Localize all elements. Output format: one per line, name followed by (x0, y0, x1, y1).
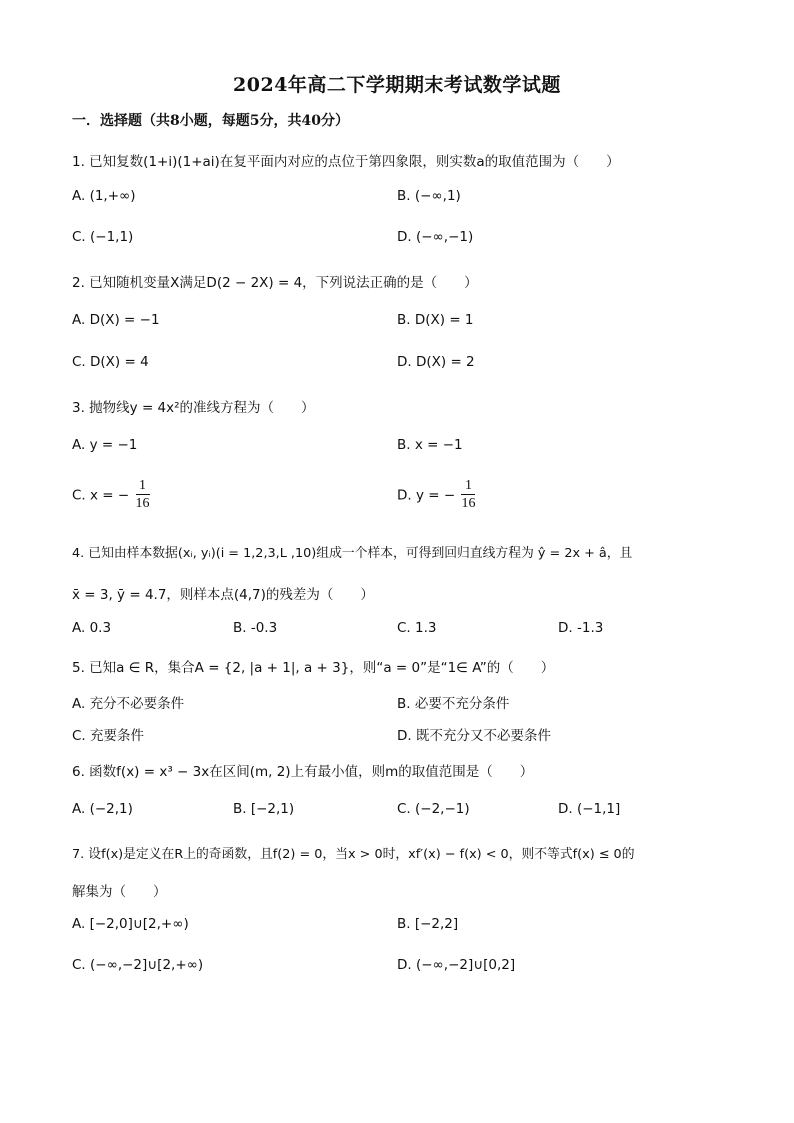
question-6-option-c: C. (−2,−1) (397, 801, 470, 817)
question-6-stem: 6. 函数f(x) = x³ − 3x在区间(m, 2)上有最小值，则m的取值范围是（ ） (72, 764, 534, 780)
question-2-option-c: C. D(X) = 4 (72, 354, 149, 370)
question-5-option-a: A. 充分不必要条件 (72, 696, 185, 712)
question-3-option-d-prefix: D. y = − (397, 487, 456, 504)
fraction-numerator: 1 (136, 478, 150, 495)
question-4-option-c: C. 1.3 (397, 620, 437, 636)
question-4-option-b: B. -0.3 (233, 620, 278, 636)
question-7-stem: 7. 设f(x)是定义在R上的奇函数，且f(2) = 0，当x > 0时，xf′(x) − f(x) < 0，则不等式f(x) ≤ 0的 (72, 847, 635, 862)
question-3-option-b: B. x = −1 (397, 437, 463, 453)
question-2-stem: 2. 已知随机变量X满足D(2 − 2X) = 4，下列说法正确的是（ ） (72, 275, 478, 291)
question-3-option-a: A. y = −1 (72, 437, 138, 453)
question-2-option-a: A. D(X) = −1 (72, 312, 160, 328)
fraction-numerator: 1 (461, 478, 475, 495)
question-1-option-a: A. (1,+∞) (72, 188, 136, 204)
question-1-option-d: D. (−∞,−1) (397, 229, 474, 245)
question-5-option-c: C. 充要条件 (72, 728, 145, 744)
question-7-option-c: C. (−∞,−2]∪[2,+∞) (72, 957, 204, 973)
question-1-option-c: C. (−1,1) (72, 229, 134, 245)
question-5-stem: 5. 已知a ∈ R，集合A = {2, |a + 1|, a + 3}，则“a = 0”是“1∈ A”的（ ） (72, 660, 555, 676)
question-3-option-c (72, 478, 150, 513)
fraction (461, 478, 475, 513)
question-6-option-a: A. (−2,1) (72, 801, 133, 817)
question-3-option-c-prefix: C. x = − (72, 487, 130, 504)
question-1-option-b: B. (−∞,1) (397, 188, 461, 204)
question-4-option-a: A. 0.3 (72, 620, 112, 636)
question-7-stem-line-2: 解集为（ ） (72, 884, 167, 900)
fraction-denominator: 16 (135, 496, 150, 511)
question-6-option-d: D. (−1,1] (558, 801, 621, 817)
question-2-option-d: D. D(X) = 2 (397, 354, 475, 370)
question-5-option-b: B. 必要不充分条件 (397, 696, 510, 712)
question-4-stem-line-2: x̄ = 3, ȳ = 4.7，则样本点(4,7)的残差为（ ） (72, 587, 374, 603)
question-4-option-d: D. -1.3 (558, 620, 604, 636)
question-5-option-d: D. 既不充分又不必要条件 (397, 728, 551, 744)
page-title: 2024年高二下学期期末考试数学试题 (233, 74, 561, 96)
section-heading: 一．选择题（共8小题，每题5分，共40分） (72, 113, 349, 129)
fraction-denominator: 16 (461, 496, 476, 511)
fraction (136, 478, 150, 513)
question-3-stem: 3. 抛物线y = 4x²的准线方程为（ ） (72, 400, 315, 416)
question-2-option-b: B. D(X) = 1 (397, 312, 474, 328)
question-7-option-b: B. [−2,2] (397, 916, 459, 932)
question-4-stem: 4. 已知由样本数据(xᵢ, yᵢ)(i = 1,2,3,L ,10)组成一个样本，可得到回归直线方程为 ŷ = 2x + â，且 (72, 546, 633, 561)
question-7-option-d: D. (−∞,−2]∪[0,2] (397, 957, 516, 973)
question-7-option-a: A. [−2,0]∪[2,+∞) (72, 916, 189, 932)
question-1-stem: 1. 已知复数(1+i)(1+ai)在复平面内对应的点位于第四象限，则实数a的取值范围为（ ） (72, 154, 620, 170)
question-6-option-b: B. [−2,1) (233, 801, 295, 817)
question-3-option-d (397, 478, 475, 513)
